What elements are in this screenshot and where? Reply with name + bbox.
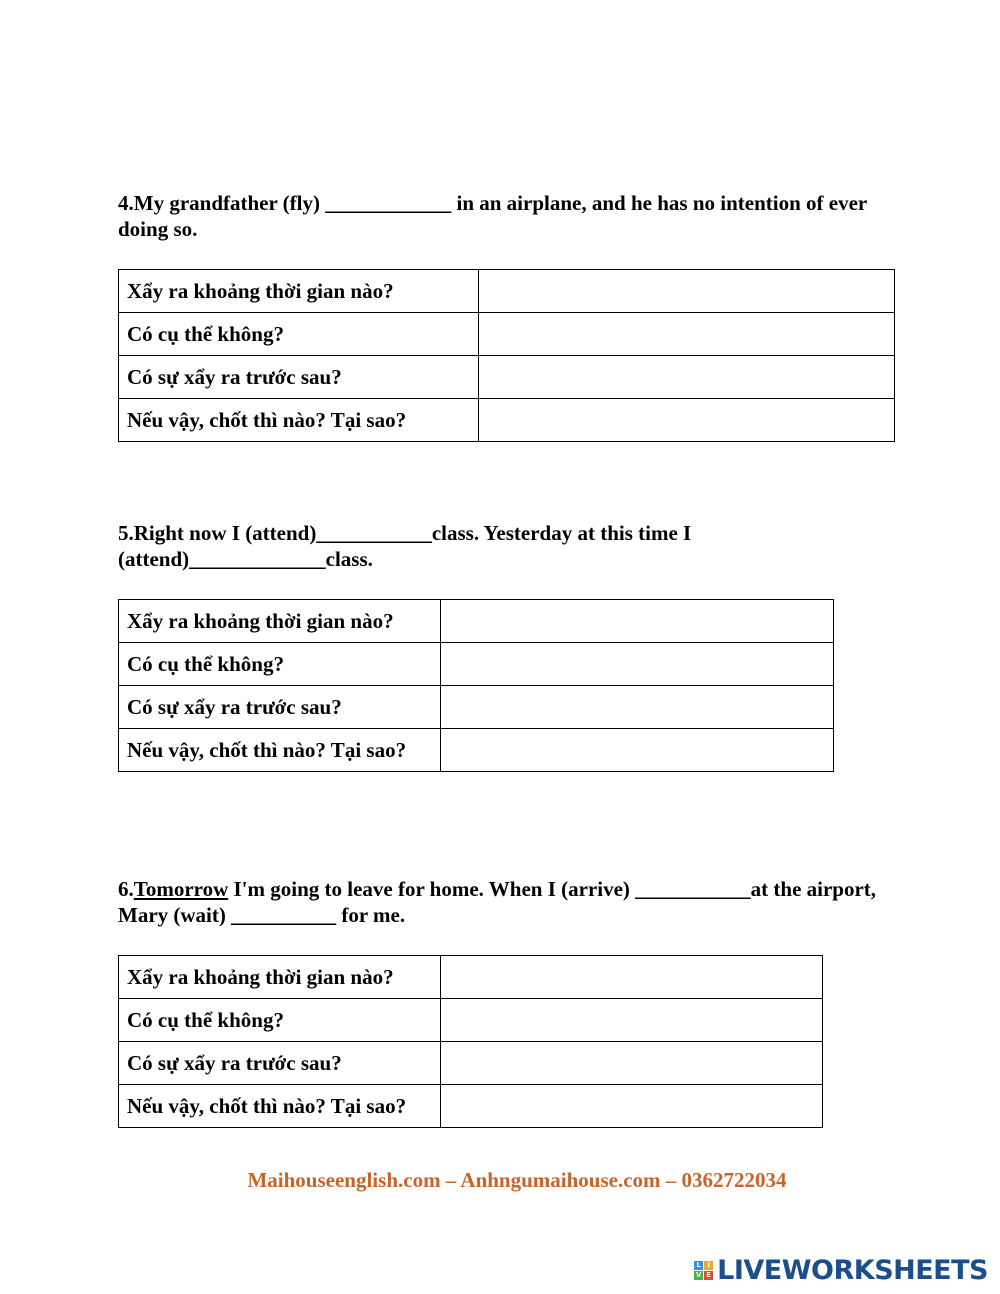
footer-contact: Maihouseenglish.com – Anhngumaihouse.com – 0362722034 bbox=[247, 1168, 787, 1192]
table-row bbox=[119, 399, 895, 442]
answer-table-4 bbox=[118, 269, 895, 442]
answer-cell[interactable] bbox=[441, 1085, 823, 1128]
table-row bbox=[119, 999, 823, 1042]
row-label: Nếu vậy, chốt thì nào? Tại sao? bbox=[119, 399, 479, 442]
question-6 bbox=[118, 876, 888, 928]
answer-cell[interactable] bbox=[441, 956, 823, 999]
row-label: Nếu vậy, chốt thì nào? Tại sao? bbox=[119, 1085, 441, 1128]
table-row bbox=[119, 313, 895, 356]
answer-table-5 bbox=[118, 599, 834, 772]
row-label: Có sự xẩy ra trước sau? bbox=[119, 686, 441, 729]
answer-cell[interactable] bbox=[441, 999, 823, 1042]
question-4 bbox=[118, 190, 898, 242]
table-row bbox=[119, 600, 834, 643]
table-row bbox=[119, 1085, 823, 1128]
row-label: Có sự xẩy ra trước sau? bbox=[119, 1042, 441, 1085]
brand-icon-letter: V bbox=[695, 1270, 702, 1279]
answer-cell[interactable] bbox=[479, 313, 895, 356]
table-row bbox=[119, 643, 834, 686]
table-row bbox=[119, 956, 823, 999]
row-label: Có cụ thể không? bbox=[119, 999, 441, 1042]
brand-icon-letter: E bbox=[704, 1271, 713, 1280]
table-row bbox=[119, 356, 895, 399]
question-number: 5. bbox=[118, 521, 134, 545]
question-number: 6. bbox=[118, 877, 134, 901]
table-row bbox=[119, 1042, 823, 1085]
answer-cell[interactable] bbox=[441, 729, 834, 772]
row-label: Có cụ thể không? bbox=[119, 313, 479, 356]
row-label: Xẩy ra khoảng thời gian nào? bbox=[119, 956, 441, 999]
table-row bbox=[119, 729, 834, 772]
question-5 bbox=[118, 520, 768, 572]
answer-cell[interactable] bbox=[441, 686, 834, 729]
answer-cell[interactable] bbox=[479, 356, 895, 399]
answer-cell[interactable] bbox=[479, 270, 895, 313]
question-text: My grandfather (fly) ____________ in an airplane, and he has no intention of ever doing so. bbox=[118, 191, 867, 241]
liveworksheets-logo bbox=[694, 1252, 988, 1288]
question-text: I'm going to leave for home. When I (arrive) ___________at the airport, Mary (wait) __________ for me. bbox=[118, 877, 877, 927]
row-label: Xẩy ra khoảng thời gian nào? bbox=[119, 600, 441, 643]
question-number: 4. bbox=[118, 191, 134, 215]
brand-name: LIVEWORKSHEETS bbox=[717, 1254, 988, 1286]
row-label: Nếu vậy, chốt thì nào? Tại sao? bbox=[119, 729, 441, 772]
answer-table-6 bbox=[118, 955, 823, 1128]
answer-cell[interactable] bbox=[441, 1042, 823, 1085]
answer-cell[interactable] bbox=[441, 600, 834, 643]
liveworksheets-icon bbox=[694, 1261, 713, 1280]
row-label: Có cụ thể không? bbox=[119, 643, 441, 686]
brand-icon-letter: i bbox=[704, 1261, 713, 1270]
answer-cell[interactable] bbox=[479, 399, 895, 442]
brand-icon-letter: L bbox=[694, 1261, 703, 1270]
row-label: Có sự xẩy ra trước sau? bbox=[119, 356, 479, 399]
question-text: Right now I (attend)___________class. Yesterday at this time I (attend)_____________class. bbox=[118, 521, 692, 571]
answer-cell[interactable] bbox=[441, 643, 834, 686]
question-underlined-word: Tomorrow bbox=[133, 877, 229, 901]
table-row bbox=[119, 686, 834, 729]
table-row bbox=[119, 270, 895, 313]
row-label: Xẩy ra khoảng thời gian nào? bbox=[119, 270, 479, 313]
